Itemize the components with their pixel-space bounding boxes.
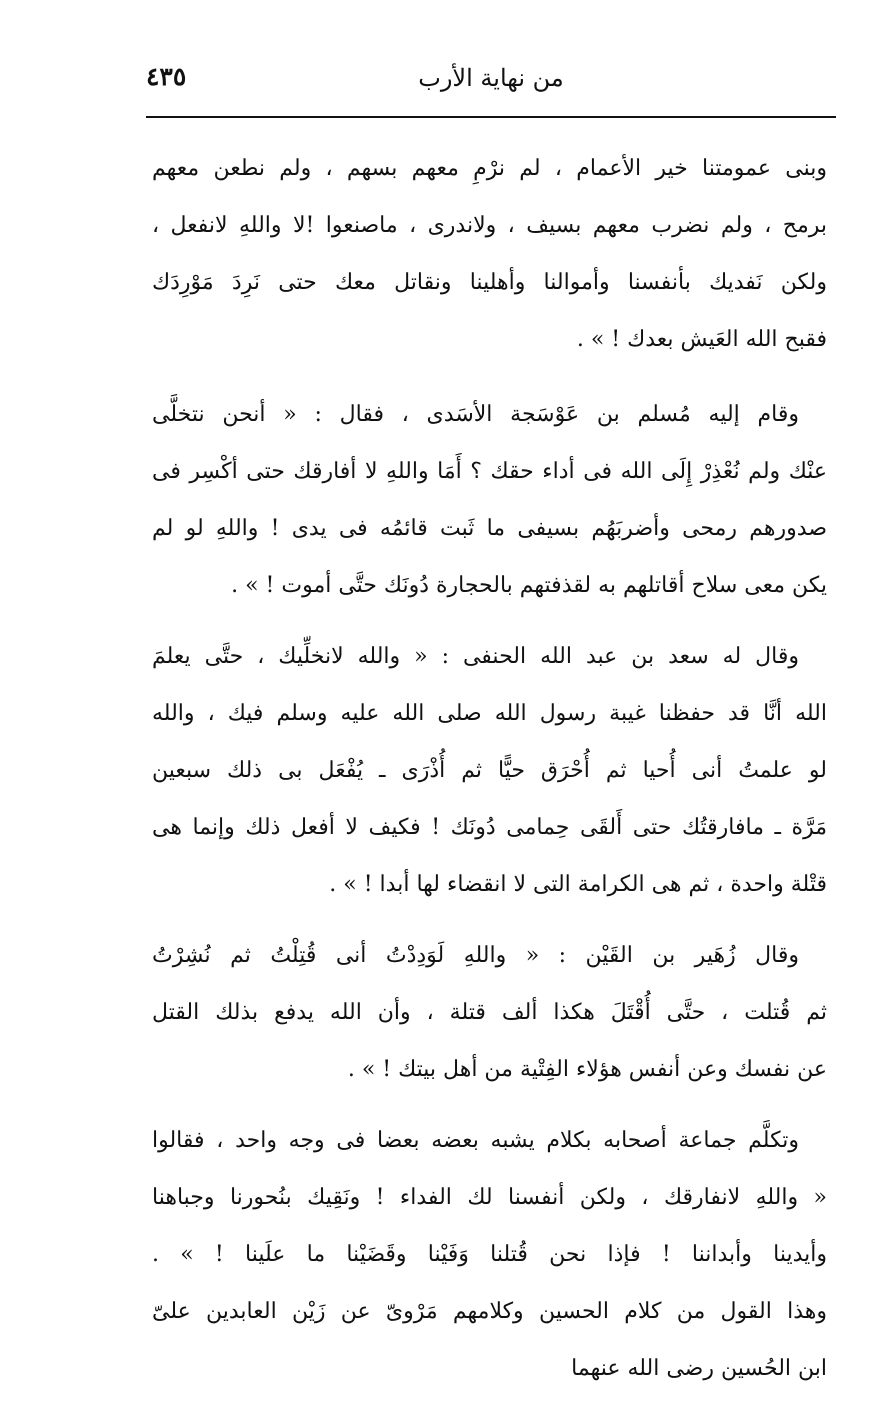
text-line: ثم قُتلت ، حتَّى أُقْتَلَ هكذا ألف قتلة ، وأن الله يدفع بذلك القتل xyxy=(152,1000,827,1025)
paragraph xyxy=(152,927,827,1098)
text-line: يكن معى سلاح أقاتلهم به لقذفتهم بالحجارة دُونَك حتَّى أموت ! » . xyxy=(231,573,827,598)
text-line: وتكلَّم جماعة أصحابه بكلام يشبه بعضه بعضا فى وجه واحد ، فقالوا xyxy=(152,1128,799,1153)
text-line: ولكن نَفديك بأنفسنا وأموالنا وأهلينا ونقاتل معك حتى نَرِدَ مَوْرِدَك xyxy=(152,270,827,295)
text-line: لو علمتُ أنى أُحيا ثم أُحْرَق حيًّا ثم أُذْرَى ـ يُفْعَل بى ذلك سبعين xyxy=(152,758,827,783)
text-line: قتْلة واحدة ، ثم هى الكرامة التى لا انقضاء لها أبدا ! » . xyxy=(329,872,827,897)
text-line: ابن الحُسين رضى الله عنهما xyxy=(571,1356,827,1381)
paragraph xyxy=(152,140,827,368)
text-line: وبنى عمومتنا خير الأعمام ، لم نرْمِ معهم بسهم ، ولم نطعن معهم xyxy=(152,156,827,181)
page-number: ٤٣٥ xyxy=(146,62,187,91)
text-line: وقام إليه مُسلم بن عَوْسَجة الأسَدى ، فقال : « أنحن نتخلَّى xyxy=(152,402,799,427)
text-line: وأيدينا وأبداننا ! فإذا نحن قُتلنا وَفَيْنا وقَضَيْنا ما علَينا ! » . xyxy=(152,1242,827,1267)
paragraph xyxy=(152,628,827,913)
text-line: عنْك ولم نُعْذِرْ إِلَى الله فى أداء حقك ؟ أَمَا واللهِ لا أفارقك حتى أكْسِر فى xyxy=(152,459,827,484)
running-title: من نهاية الأرب xyxy=(418,64,564,92)
text-line: برمح ، ولم نضرب معهم بسيف ، ولاندرى ، ماصنعوا !لا واللهِ لانفعل ، xyxy=(152,213,827,238)
page-header xyxy=(146,62,836,112)
text-line: وقال زُهَير بن القَيْن : « واللهِ لَوَدِدْتُ أنى قُتِلْتُ ثم نُشِرْتُ xyxy=(152,943,799,968)
text-line: عن نفسك وعن أنفس هؤلاء الفِتْية من أهل بيتك ! » . xyxy=(347,1057,827,1082)
paragraph xyxy=(152,386,827,614)
text-line: مَرَّة ـ مافارقتُك حتى أَلقَى حِمامى دُونَك ! فكيف لا أفعل ذلك وإنما هى xyxy=(152,815,827,840)
text-line: الله أنَّا قد حفظنا غيبة رسول الله صلى الله عليه وسلم فيك ، والله xyxy=(152,701,827,726)
text-line: صدورهم رمحى وأضربَهُم بسيفى ما ثَبت قائمُه فى يدى ! واللهِ لو لم xyxy=(152,516,827,541)
text-line: وهذا القول من كلام الحسين وكلامهم مَرْوىّ عن زَيْن العابدين علىّ xyxy=(152,1299,827,1324)
text-line: « واللهِ لانفارقك ، ولكن أنفسنا لك الفداء ! ونَقِيك بنُحورنا وجباهنا xyxy=(152,1185,827,1210)
body-text xyxy=(152,140,827,1411)
text-line: وقال له سعد بن عبد الله الحنفى : « والله لانخلِّيك ، حتَّى يعلمَ xyxy=(152,644,799,669)
header-rule xyxy=(146,116,836,118)
text-line: فقبح الله العَيش بعدك ! » . xyxy=(576,327,827,352)
paragraph xyxy=(152,1112,827,1397)
